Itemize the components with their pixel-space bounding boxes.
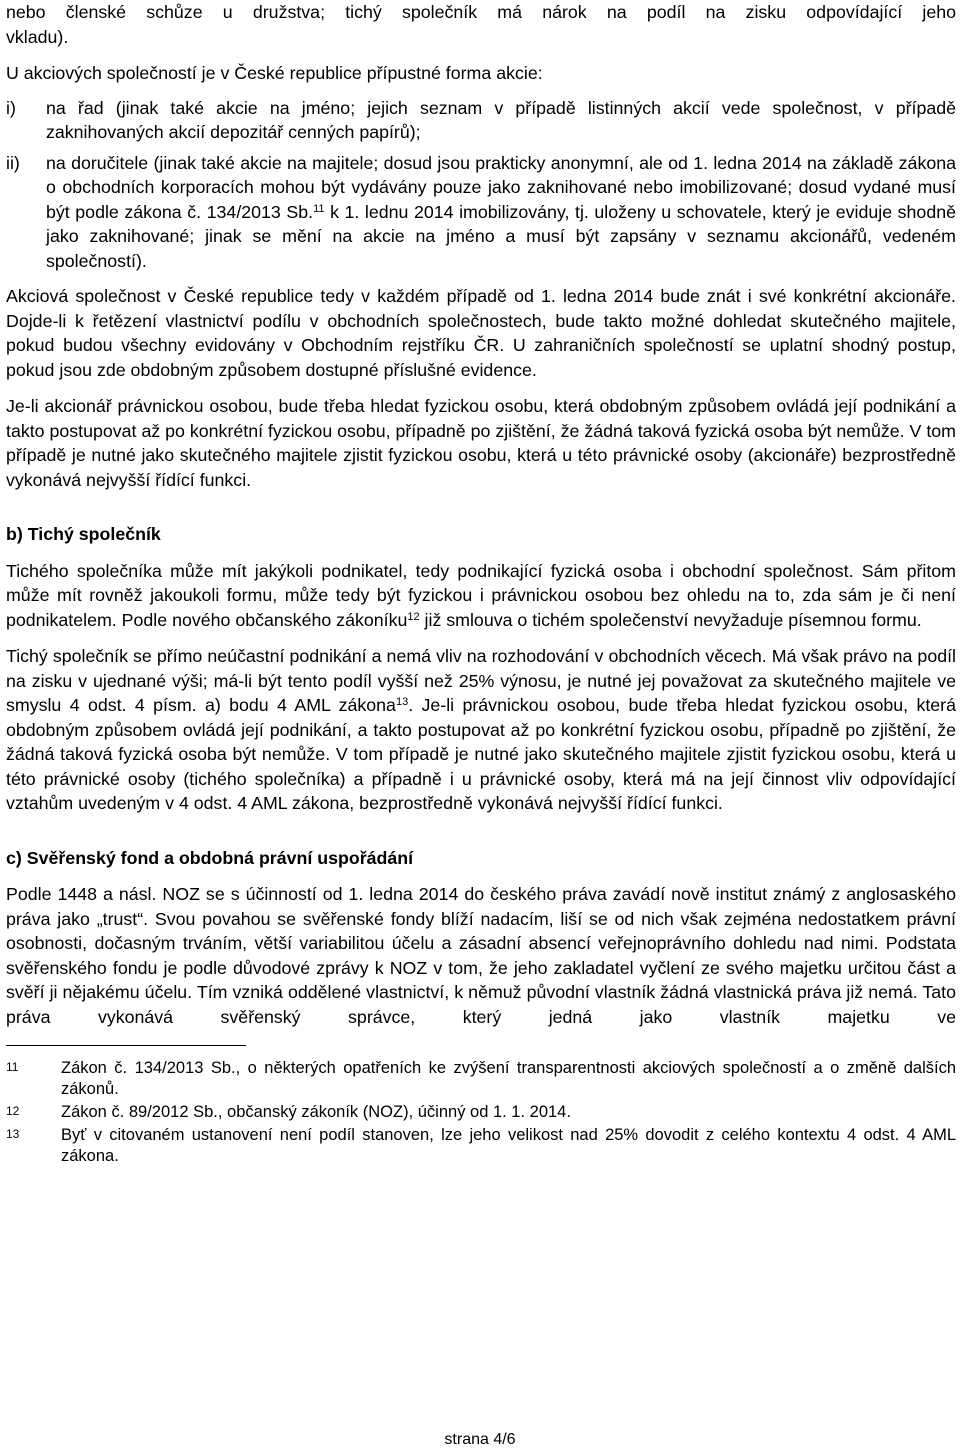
footnotes bbox=[6, 1058, 956, 1167]
footnote-ref-13: 13 bbox=[395, 696, 409, 708]
list-item-bearer-shares bbox=[6, 151, 956, 274]
list-marker: ii) bbox=[6, 152, 20, 173]
heading-trust-fund: c) Svěřenský fond a obdobná právní uspořádání bbox=[6, 847, 414, 868]
paragraph-continuation-line1: nebo členské schůze u družstva; tichý společník má nárok na podíl na zisku odpovídající jeho bbox=[6, 2, 956, 22]
footnote-11 bbox=[6, 1058, 956, 1100]
text-part: . Je-li právnickou osobou, bude třeba hledat fyzickou osobu, která obdobným způsobem ovládá její podnikání, a takto postupovat až po konkrétní fyzickou osobu, případně po zjištění, že žádná taková fyzická osoba být nemůže. V tom případě je nutné jako skutečného majitele zjistit fyzickou osobu, která u této právnické osoby (tichého společníka) a případně i u právnické osoby, která má na její činnost vliv odpovídající vztahům uvedeným v 4 odst. 4 AML zákona, bezprostředně vykonává nejvyšší řídící funkci. bbox=[6, 695, 956, 813]
footnote-text: Byť v citovaném ustanovení není podíl stanoven, lze jeho velikost nad 25% dovodit z celého kontextu 4 odst. 4 AML zákona. bbox=[61, 1126, 956, 1165]
footnote-13 bbox=[6, 1125, 956, 1167]
paragraph-legal-entity: Je-li akcionář právnickou osobou, bude třeba hledat fyzickou osobu, která obdobným způsobem ovládá její podnikání a takto postupovat až po konkrétní fyzickou osobu, případně po zjištění, že žádná taková fyzická osoba být nemůže. V tom případě je nutné jako skutečného majitele zjistit fyzickou osobu, která u této právnické osoby (akcionáře) bezprostředně vykonává nejvyšší řídící funkci. bbox=[6, 396, 956, 490]
heading-silent-partner: b) Tichý společník bbox=[6, 524, 161, 544]
page-number: strana 4/6 bbox=[444, 1431, 516, 1448]
footnote-number: 13 bbox=[6, 1127, 20, 1141]
list-text-part-b: k 1. lednu 2014 imobilizovány, tj. uloženy u schovatele, který je eviduje shodně jako zaknihované; jinak se mění na akcie na jméno a musí být zapsány v seznamu akcionářů, vedeném společností). bbox=[46, 201, 956, 271]
footnote-number: 12 bbox=[6, 1104, 20, 1118]
paragraph-continuation-line2: vkladu). bbox=[6, 26, 69, 47]
footnote-text: Zákon č. 134/2013 Sb., o některých opatřeních ke zvýšení transparentnosti akciových společností a o změně dalších zákonů. bbox=[61, 1059, 956, 1098]
footnote-ref-11: 11 bbox=[313, 202, 325, 215]
list-text-part-a: na doručitele (jinak také akcie na majitele; dosud jsou prakticky anonymní, ale od 1. ledna 2014 na základě zákona o obchodních korporacích mohou být vydávány pouze jako zaknihované nebo imobilizované; dosud vydané musí být podle zákona č. 134/2013 Sb. bbox=[46, 152, 956, 222]
footnote-12 bbox=[6, 1102, 956, 1123]
text-part: Tichý společník se přímo neúčastní podnikání a nemá vliv na rozhodování v obchodních věcech. Má však právo na podíl na zisku v ujednané výši; má-li být tento podíl vyšší než 25% výnosu, je nutné jej považovat za skutečného majitele ve smyslu 4 odst. 4 písm. a) bodu 4 AML zákona bbox=[6, 646, 956, 715]
text-part: Tichého společníka může mít jakýkoli podnikatel, tedy podnikající fyzická osoba i obchodní společnost. Sám přitom může mít rovněž jakoukoli formu, může tedy být fyzickou i právnickou osobou bez ohledu na to, zda sám je či není podnikatelem. Podle nového občanského zákoníku bbox=[6, 560, 956, 630]
footnote-number: 11 bbox=[6, 1060, 19, 1074]
list-marker: i) bbox=[6, 97, 16, 118]
list-text bbox=[46, 151, 956, 274]
footnote-ref-12: 12 bbox=[407, 610, 420, 623]
list-item-registered-shares bbox=[6, 96, 956, 145]
footnote-separator bbox=[6, 1045, 246, 1046]
paragraph-trust-fund: Podle 1448 a násl. NOZ se s účinností od 1. ledna 2014 do českého práva zavádí nově institut známý z anglosaského práva jako „trust“. Svou povahou se svěřenské fondy blíží nadacím, liší se od nich však zejména nedostatkem právní osobnosti, dočasným trváním, větší variabilitou účelu a zásadní absencí veřejnoprávního dohledu nad nimi. Podstata svěřenského fondu je podle důvodové zprávy k NOZ v tom, že jeho zakladatel vyčlení ze svého majetku určitou část a svěří ji nějakému účelu. Tím vzniká oddělené vlastnictví, k němuž původní vlastník žádná vlastnická práva již nemá. Tato práva vykonává svěřenský správce, který jedná jako vlastník majetku ve bbox=[6, 884, 956, 1027]
footnote-text: Zákon č. 89/2012 Sb., občanský zákoník (NOZ), účinný od 1. 1. 2014. bbox=[61, 1103, 571, 1121]
paragraph-share-forms: U akciových společností je v České republice přípustné forma akcie: bbox=[6, 63, 543, 83]
paragraph-silent-partner-2 bbox=[6, 644, 956, 816]
paragraph-shareholders: Akciová společnost v České republice tedy v každém případě od 1. ledna 2014 bude znát i své konkrétní akcionáře. Dojde-li k řetězení vlastnictví podílu v obchodních společnostech, bude takto možné dohledat skutečného majitele, pokud budou všechny evidovány v Obchodním rejstříku ČR. U zahraničních společností se uplatní shodný postup, pokud jsou zde obdobným způsobem dostupné příslušné evidence. bbox=[6, 286, 956, 380]
list-text: na řad (jinak také akcie na jméno; jejich seznam v případě listinných akcií vede společnost, v případě zaknihovaných akcií depozitář cenných papírů); bbox=[46, 97, 956, 142]
text-part: již smlouva o tichém společenství nevyžaduje písemnou formu. bbox=[419, 609, 922, 630]
paragraph-silent-partner-1 bbox=[6, 559, 956, 633]
